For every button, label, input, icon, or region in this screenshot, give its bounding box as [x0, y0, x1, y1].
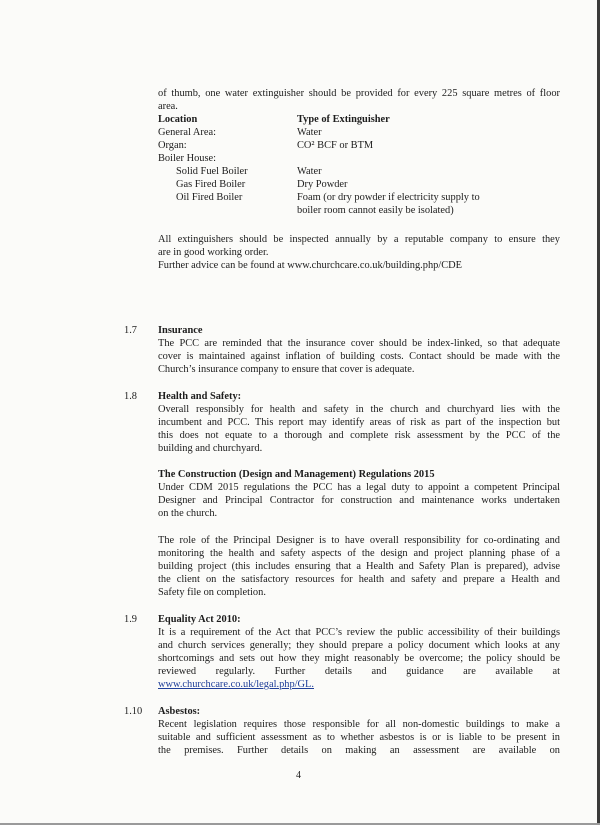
paragraph-line: Safety file on completion. — [158, 587, 266, 598]
section-heading-equality-act: Equality Act 2010: — [158, 614, 241, 625]
inspection-line-1: All extinguishers should be inspected annually by a reputable company to ensure they — [158, 234, 560, 245]
paragraph-line: and church services generally; they should prepare a policy document which looks at any — [158, 640, 560, 651]
document-page: of thumb, one water extinguisher should be provided for every 225 square metres of floor area. Location Type of Extinguisher General Area: Water Organ: CO² BCF or BTM Boiler House: Solid Fuel Boiler Water Gas Fired Boiler Dry Powder Oil Fired Boiler Foam (or dry powder if electricity supply to boiler room cannot easily be isolated) All extinguishers should be inspected annually by a reputable company to ensure they are in good working order. Further advice can be found at www.churchcare.co.uk/building.php/CDE 1.7 Insurance The PCC are reminded that the insurance cover should be index-linked, so that adequate cover is maintained against inflation of building costs. Contact should be made with the Church’s insurance company to ensure that cover is adequate. 1.8 Health and Safety: Overall responsibly for health and safety in the church and churchyard lies with the incumbent and PCC. This report may identify areas of risk as part of the inspection but this does not equate to a thorough and complete risk assessment by the PCC of the building and churchyard. The Construction (Design and Management) Regulations 2015 Under CDM 2015 regulations the PCC has a legal duty to appoint a competent Principal Designer and Principal Contractor for construction and maintenance works undertaken on the church. The role of the Principal Designer is to have overall responsibility for co-ordinating and monitoring the health and safety aspects of the design and project planning phase of a building project (this includes ensuring that a Health and Safety Plan is prepared), advise the client on the satisfactory resources for health and safety and prepare a Health and Safety file on completion. 1.9 Equality Act 2010: It is a requirement of the Act that PCC’s review the public accessibility of their buildings and church services generally; they should prepare a policy document which looks at any shortcomings and sets out how they might reasonably be overcome; the policy should be reviewed regularly. Further details and guidance are available at www.churchcare.co.uk/legal.php/GL. 1.10 Asbestos: Recent legislation requires those responsible for all non-domestic buildings to make a suitable and sufficient assessment as to whether asbestos is or is liable to be present in the premises. Further details on making an assessment are available on 4 — [0, 0, 600, 825]
header-location: Location — [158, 114, 198, 125]
intro-line-1: of thumb, one water extinguisher should be provided for every 225 square metres of floor — [158, 88, 560, 99]
section-number: 1.9 — [124, 614, 137, 625]
paragraph-line: the premises. Further details on making an assessment are available on — [158, 745, 560, 756]
paragraph-line: cover is maintained against inflation of building costs. Contact should be made with the — [158, 351, 560, 362]
paragraph-line: suitable and sufficient assessment as to whether asbestos is or is liable to be present in — [158, 732, 560, 743]
paragraph-line: building and churchyard. — [158, 443, 263, 454]
paragraph-line: building project (this includes ensuring that a Health and Safety Plan is prepared), advise — [158, 561, 560, 572]
subheading-cdm: The Construction (Design and Management) Regulations 2015 — [158, 469, 435, 480]
paragraph-line: monitoring the health and safety aspects of the design and project planning phase of a — [158, 548, 560, 559]
paragraph-line: reviewed regularly. Further details and guidance are available at — [158, 666, 560, 677]
section-heading-asbestos: Asbestos: — [158, 706, 201, 717]
equality-act-link[interactable]: www.churchcare.co.uk/legal.php/GL. — [158, 679, 314, 690]
inspection-line-3: Further advice can be found at www.churchcare.co.uk/building.php/CDE — [158, 260, 463, 271]
header-type: Type of Extinguisher — [297, 114, 390, 125]
paragraph-line: The role of the Principal Designer is to have overall responsibility for co-ordinating and — [158, 535, 560, 546]
paragraph-line: It is a requirement of the Act that PCC’s review the public accessibility of their buildings — [158, 627, 560, 638]
section-heading-health-safety: Health and Safety: — [158, 391, 242, 402]
section-number: 1.10 — [124, 706, 143, 717]
paragraph-line: on the church. — [158, 508, 218, 519]
paragraph-line: Church’s insurance company to ensure that cover is adequate. — [158, 364, 415, 375]
section-number: 1.8 — [124, 391, 137, 402]
section-number: 1.7 — [124, 325, 137, 336]
inspection-line-2: are in good working order. — [158, 247, 269, 258]
paragraph-line: Recent legislation requires those responsible for all non-domestic buildings to make a — [158, 719, 560, 730]
paragraph-line: incumbent and PCC. This report may identify areas of risk as part of the inspection but — [158, 417, 560, 428]
section-heading-insurance: Insurance — [158, 325, 203, 336]
paragraph-line: Designer and Principal Contractor for construction and maintenance works undertaken — [158, 495, 560, 506]
paragraph-line: Under CDM 2015 regulations the PCC has a legal duty to appoint a competent Principal — [158, 482, 560, 493]
paragraph-line: shortcomings and sets out how they might reasonably be overcome; the policy should be — [158, 653, 560, 664]
paragraph-line: Overall responsibly for health and safety in the church and churchyard lies with the — [158, 404, 560, 415]
paragraph-line: The PCC are reminded that the insurance cover should be index-linked, so that adequate — [158, 338, 560, 349]
intro-line-2: area. — [158, 101, 178, 112]
paragraph-line: the client on the satisfactory resources for health and safety and prepare a Health and — [158, 574, 560, 585]
paragraph-line: this does not equate to a thorough and complete risk assessment by the PCC of the — [158, 430, 560, 441]
page-number: 4 — [296, 770, 301, 781]
